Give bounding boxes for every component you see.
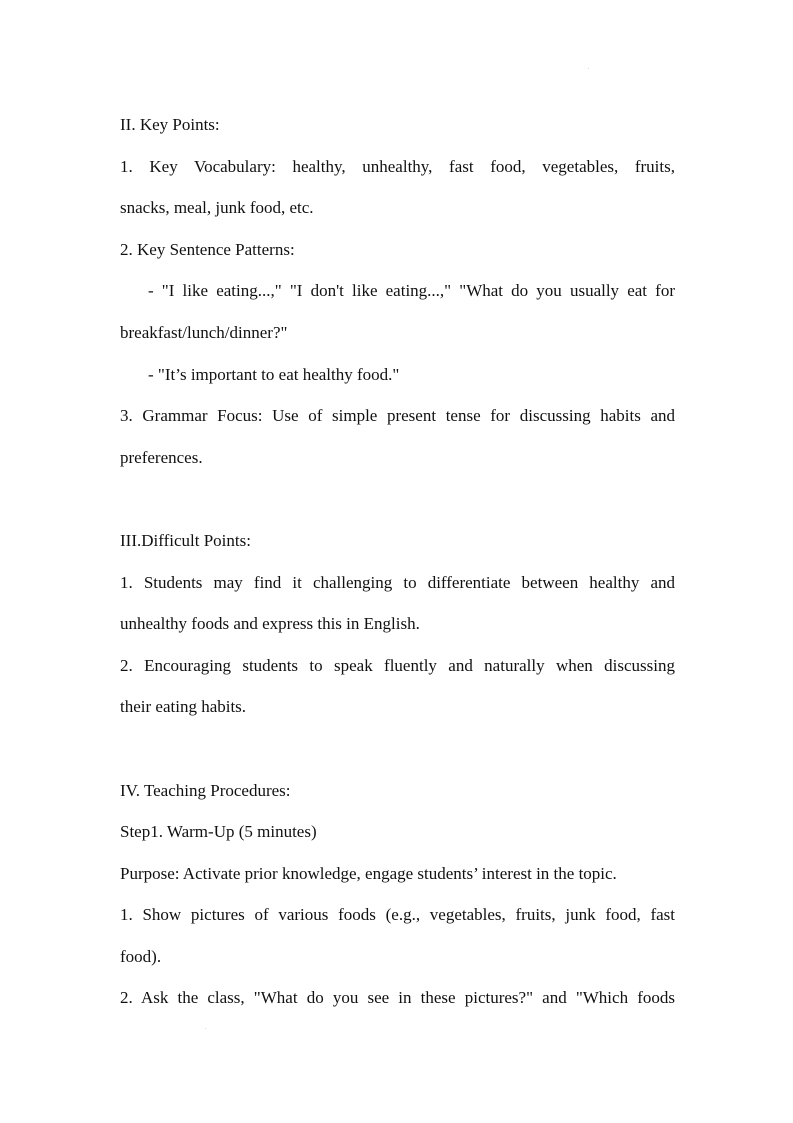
step1-item-1-line-2: food).	[120, 946, 162, 966]
difficult-point-2-line-1: 2. Encouraging students to speak fluently and naturally when discussing	[120, 655, 675, 675]
key-vocabulary-line-2: snacks, meal, junk food, etc.	[120, 198, 314, 218]
scan-speck	[588, 68, 589, 69]
document-body	[120, 104, 675, 1019]
difficult-point-1-line-1: 1. Students may find it challenging to differentiate between healthy and	[120, 572, 675, 592]
sentence-pattern-2: - "It’s important to eat healthy food."	[148, 364, 400, 384]
grammar-focus-line-2: preferences.	[120, 447, 203, 467]
section-heading-difficult-points: III.Difficult Points:	[120, 530, 251, 550]
sentence-pattern-1-line-1: - "I like eating...," "I don't like eating...," "What do you usually eat for	[148, 281, 675, 301]
grammar-focus-line-1: 3. Grammar Focus: Use of simple present tense for discussing habits and	[120, 406, 675, 426]
sentence-pattern-1-line-2: breakfast/lunch/dinner?"	[120, 322, 288, 342]
step1-purpose: Purpose: Activate prior knowledge, engage students’ interest in the topic.	[120, 863, 617, 883]
step1-title: Step1. Warm-Up (5 minutes)	[120, 822, 317, 842]
paragraph-gap	[120, 728, 675, 770]
step1-item-1-line-1: 1. Show pictures of various foods (e.g., vegetables, fruits, junk food, fast	[120, 905, 675, 925]
section-heading-teaching-procedures: IV. Teaching Procedures:	[120, 780, 291, 800]
difficult-point-1-line-2: unhealthy foods and express this in English.	[120, 614, 420, 634]
difficult-point-2-line-2: their eating habits.	[120, 697, 247, 717]
key-vocabulary-line-1: 1. Key Vocabulary: healthy, unhealthy, fast food, vegetables, fruits,	[120, 156, 675, 176]
section-heading-key-points: II. Key Points:	[120, 115, 220, 134]
scan-speck	[205, 1028, 206, 1029]
key-sentence-patterns-heading: 2. Key Sentence Patterns:	[120, 239, 295, 259]
step1-item-2-line-1: 2. Ask the class, "What do you see in these pictures?" and "Which foods	[120, 988, 675, 1008]
paragraph-gap	[120, 478, 675, 520]
